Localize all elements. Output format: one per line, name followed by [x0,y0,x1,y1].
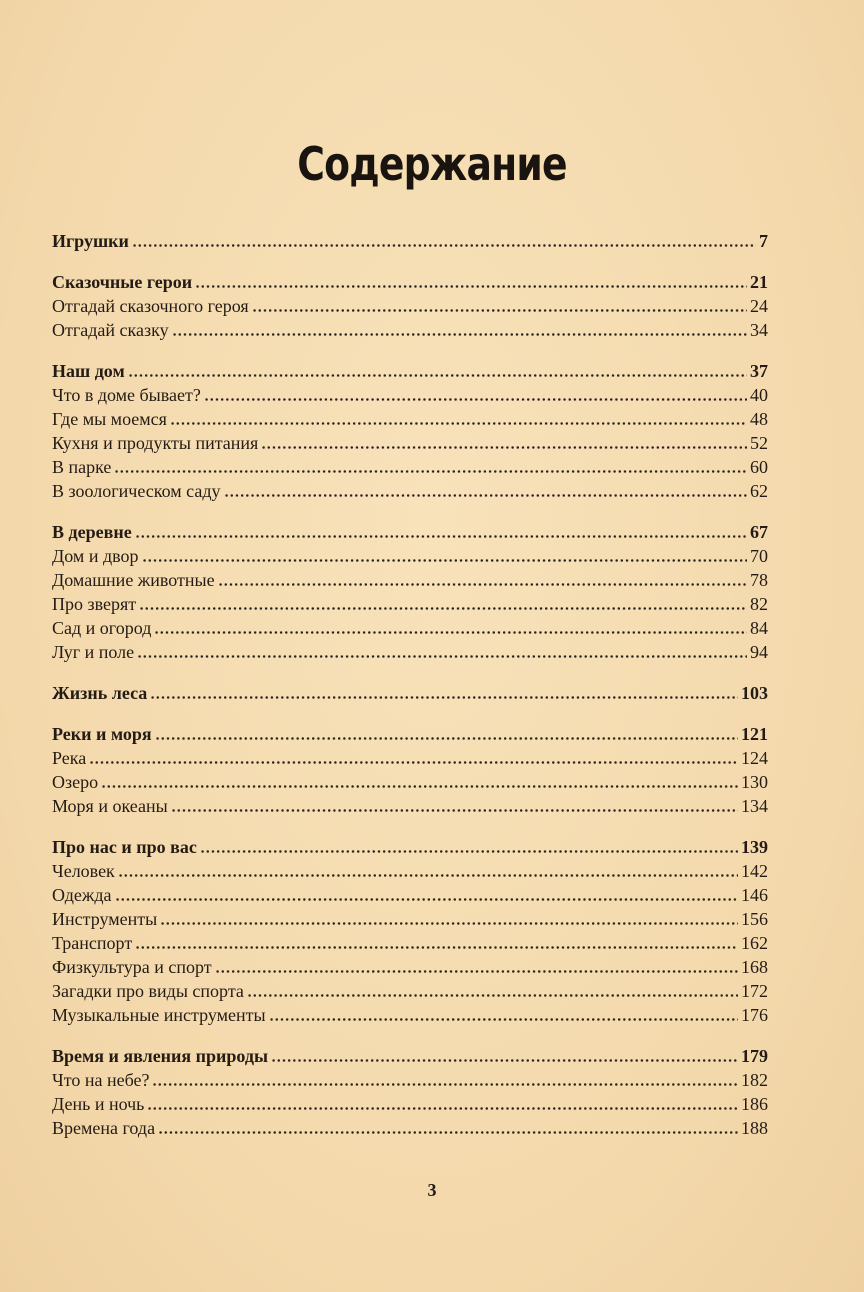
dot-leader [139,607,747,610]
toc-section [52,520,768,664]
toc-section [52,835,768,1027]
toc-entry-label: Моря и океаны [52,796,168,816]
toc-section [52,229,768,253]
dot-leader [132,244,756,247]
toc-entry-label: В деревне [52,522,132,542]
dot-leader [118,874,738,877]
toc-entry-page: 94 [750,642,768,662]
toc-entry-page: 84 [750,618,768,638]
toc-entry-label: Физкультура и спорт [52,957,212,977]
dot-leader [135,535,747,538]
toc-entry-label: Жизнь леса [52,683,148,703]
toc-entry-label: Что в доме бывает? [52,385,201,405]
dot-leader [89,761,738,764]
toc-entry-label: Про зверят [52,594,137,614]
toc-entry-page: 62 [750,481,768,501]
toc-entry-page: 34 [750,320,768,340]
toc-entry [52,883,768,907]
dot-leader [269,1018,738,1021]
toc-entry-label: Игрушки [52,231,129,251]
toc-entry-page: 21 [750,272,768,292]
dot-leader [142,559,748,562]
toc-entry-page: 186 [741,1094,768,1114]
dot-leader [154,631,747,634]
toc-entry-page: 121 [741,724,768,744]
dot-leader [101,785,738,788]
toc-entry-page: 48 [750,409,768,429]
toc-entry [52,931,768,955]
toc-entry [52,979,768,1003]
toc-entry-label: Луг и поле [52,642,135,662]
toc-entry-page: 179 [741,1046,768,1066]
toc-entry-label: Про нас и про вас [52,837,197,857]
toc-entry-label: Домашние животные [52,570,215,590]
toc-entry [52,1092,768,1116]
dot-leader [115,898,739,901]
toc-entry [52,1068,768,1092]
toc-section-heading [52,835,768,859]
toc-entry-page: 82 [750,594,768,614]
toc-entry-label: Сад и огород [52,618,152,638]
toc-entry [52,859,768,883]
toc-entry-page: 139 [741,837,768,857]
toc-entry-label: Озеро [52,772,99,792]
toc-entry [52,383,768,407]
toc-entry [52,1116,768,1140]
toc-entry-page: 40 [750,385,768,405]
toc-entry-label: Музыкальные инструменты [52,1005,266,1025]
dot-leader [271,1059,738,1062]
toc-entry-label: В зоологическом саду [52,481,221,501]
toc-entry-page: 60 [750,457,768,477]
table-of-contents [52,229,768,1157]
toc-section-heading [52,681,768,705]
toc-entry [52,544,768,568]
toc-entry-label: Отгадай сказку [52,320,169,340]
toc-section-heading [52,270,768,294]
toc-entry-label: Инструменты [52,909,158,929]
toc-entry [52,431,768,455]
toc-section [52,1044,768,1140]
toc-entry-page: 168 [741,957,768,977]
toc-entry-label: Наш дом [52,361,125,381]
dot-leader [195,285,747,288]
toc-entry-page: 156 [741,909,768,929]
toc-entry-label: В парке [52,457,112,477]
toc-entry-page: 172 [741,981,768,1001]
toc-entry [52,770,768,794]
toc-entry [52,318,768,342]
dot-leader [224,494,748,497]
dot-leader [158,1131,738,1134]
dot-leader [247,994,738,997]
toc-entry-label: Реки и моря [52,724,152,744]
toc-entry [52,746,768,770]
toc-entry [52,568,768,592]
toc-entry [52,592,768,616]
toc-entry-label: Транспорт [52,933,133,953]
toc-entry-page: 182 [741,1070,768,1090]
dot-leader [137,655,747,658]
toc-entry-page: 162 [741,933,768,953]
toc-entry-page: 134 [741,796,768,816]
dot-leader [171,809,738,812]
toc-entry [52,455,768,479]
toc-section-heading [52,229,768,253]
toc-entry-label: Времена года [52,1118,156,1138]
toc-entry [52,955,768,979]
toc-entry-page: 24 [750,296,768,316]
dot-leader [135,946,738,949]
dot-leader [114,470,747,473]
toc-entry-page: 7 [759,231,768,251]
toc-entry-page: 142 [741,861,768,881]
toc-entry-page: 146 [741,885,768,905]
toc-entry-label: Кухня и продукты питания [52,433,259,453]
toc-entry-label: Река [52,748,87,768]
toc-entry-label: День и ночь [52,1094,145,1114]
toc-entry-page: 103 [741,683,768,703]
dot-leader [170,422,747,425]
toc-entry [52,479,768,503]
toc-entry-page: 124 [741,748,768,768]
dot-leader [252,309,747,312]
toc-entry-page: 130 [741,772,768,792]
toc-entry-page: 70 [750,546,768,566]
toc-entry-page: 78 [750,570,768,590]
toc-entry-label: Одежда [52,885,112,905]
page-number: 3 [427,1180,437,1200]
dot-leader [218,583,747,586]
dot-leader [155,737,738,740]
dot-leader [215,970,738,973]
toc-entry [52,294,768,318]
dot-leader [172,333,747,336]
toc-entry-label: Где мы моемся [52,409,167,429]
toc-entry-page: 176 [741,1005,768,1025]
toc-section [52,270,768,342]
toc-entry-label: Загадки про виды спорта [52,981,244,1001]
toc-entry-label: Отгадай сказочного героя [52,296,249,316]
toc-entry [52,794,768,818]
toc-section [52,359,768,503]
dot-leader [147,1107,738,1110]
toc-entry [52,640,768,664]
toc-section [52,681,768,705]
toc-entry [52,616,768,640]
toc-section-heading [52,359,768,383]
dot-leader [128,374,747,377]
page-title: Содержание [297,136,567,191]
toc-section-heading [52,1044,768,1068]
dot-leader [200,850,738,853]
toc-entry-label: Человек [52,861,115,881]
toc-section [52,722,768,818]
toc-entry-page: 37 [750,361,768,381]
toc-entry-page: 188 [741,1118,768,1138]
dot-leader [160,922,738,925]
toc-entry-label: Что на небе? [52,1070,150,1090]
dot-leader [261,446,747,449]
toc-entry-label: Дом и двор [52,546,139,566]
toc-entry-page: 67 [750,522,768,542]
toc-entry [52,407,768,431]
toc-entry-label: Время и явления природы [52,1046,269,1066]
toc-section-heading [52,722,768,746]
toc-entry-page: 52 [750,433,768,453]
toc-entry [52,1003,768,1027]
toc-entry [52,907,768,931]
dot-leader [150,696,738,699]
dot-leader [204,398,747,401]
toc-entry-label: Сказочные герои [52,272,193,292]
toc-section-heading [52,520,768,544]
dot-leader [152,1083,738,1086]
